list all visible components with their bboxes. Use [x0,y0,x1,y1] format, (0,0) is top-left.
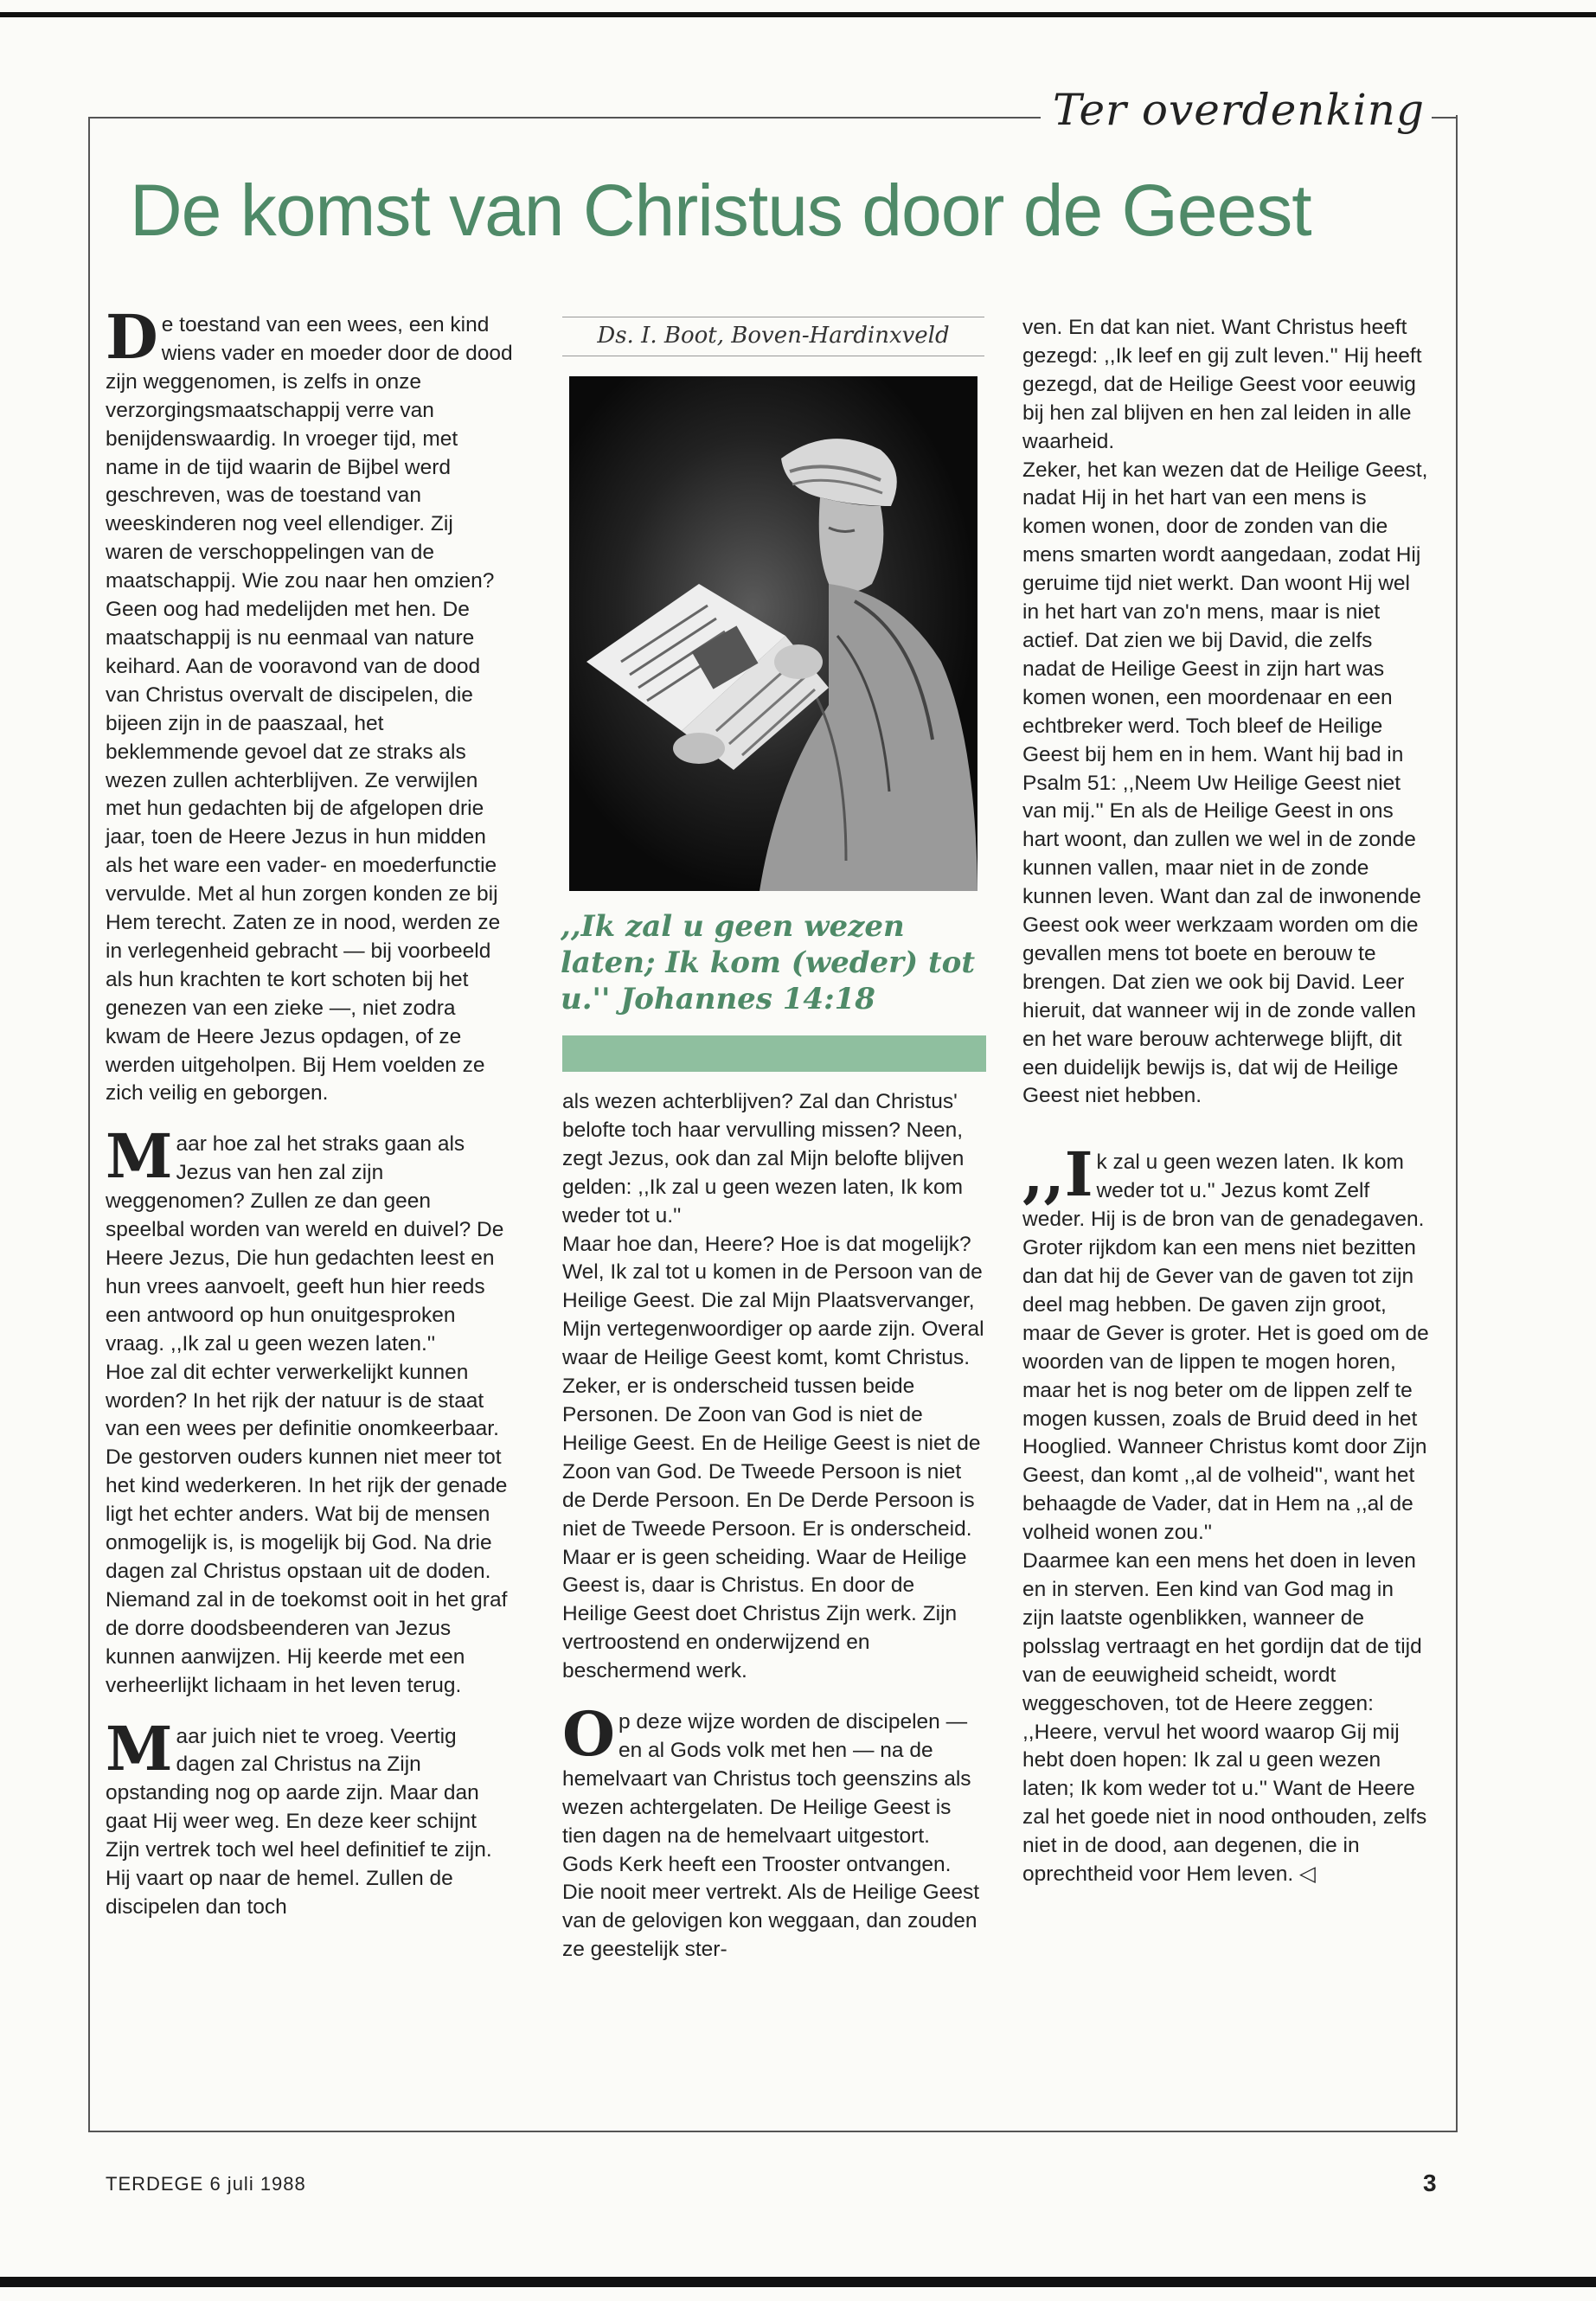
drop-cap: M [106,1712,173,1785]
paragraph: Zeker, het kan wezen dat de Heilige Geest, nadat Hij in het hart van een mens is komen wonen, door de zonden van die mens smarten wordt aangedaan, zodat Hij geruime tijd niet werkt. Dan woont Hij wel in het hart van zo'n mens, maar is niet actief. Dat zien we bij David, die zelfs nadat de Heilige Geest in zijn hart was komen wonen, een moordenaar en een echtbreker werd. Toch bleef de Heilige Geest bij hem en in hem. Want hij bad in Psalm 51: ,,Neem Uw Heilige Geest niet van mij.'' En als de Heilige Geest in ons hart woont, dan zullen we wel in de zonde kunnen vallen, maar niet in de zonde kunnen leven. Want dan zal de inwonende Geest ook weer werkzaam worden om die gevallen mens tot boete en berouw te brengen. Dat zien we ook bij David. Leer hieruit, dat wanneer wij in de zonde vallen en het ware berouw achterwege blijft, dit een duidelijk bewijs is, dat wij de Heilige Geest niet hebben. [1022,458,1428,1108]
illustration [569,376,977,891]
paragraph: Hoe zal dit echter verwerkelijkt kunnen worden? In het rijk der natuur is de staat van een wees per definitie onomkeerbaar. De gestorven ouders kunnen niet meer tot het kind wederkeren. In het rijk der genade ligt het echter anders. Wat bij de mensen onmogelijk is, is mogelijk bij God. Na drie dagen zal Christus opstaan uit de doden. Niemand zal in de toekomst ooit in het graf de dorre doodsbeenderen van Jezus kunnen aanwijzen. Hij keerde met een verheerlijkt lichaam in het leven terug. [106,1360,508,1697]
text-column-2 [562,1088,984,1965]
drop-cap: ,,I [1022,1138,1093,1211]
paragraph: Maar hoe dan, Heere? Hoe is dat mogelijk? Wel, Ik zal tot u komen in de Persoon van de Heilige Geest. Die zal Mijn Plaatsvervanger, Mijn vertegenwoordiger op aarde zijn. Overal waar de Heilige Geest komt, komt Christus. Zeker, er is onderscheid tussen beide Personen. De Zoon van God is niet de Heilige Geest. En de Heilige Geest is niet de Zoon van God. De Tweede Persoon is niet de Derde Persoon. En De Derde Persoon is niet de Tweede Persoon. Er is onderscheid. Maar er is geen scheiding. Waar de Heilige Geest is, daar is Christus. En door de Heilige Geest doet Christus Zijn werk. Zijn vertroostend en onderwijzend en beschermend werk. [562,1232,984,1683]
section-label: Ter overdenking [1041,85,1432,135]
paragraph: Op deze wijze worden de discipelen — en al Gods volk met hen — na de hemelvaart van Christus toch geenszins als wezen achtergelaten. De Heilige Geest is tien dagen na de hemelvaart uitgestort. Gods Kerk heeft een Trooster ontvangen. Die nooit meer vertrekt. Als de Heilige Geest van de gelovigen kon weggaan, dan zouden ze geestelijk ster- [562,1698,980,1962]
text-column-3 [1022,314,1431,1889]
pull-quote: ,,Ik zal u geen wezen laten; Ik kom (weder) tot u.'' Johannes 14:18 [561,909,976,1016]
magazine-issue: TERDEGE 6 juli 1988 [106,2173,306,2195]
article-title: De komst van Christus door de Geest [130,170,1311,251]
frame-corner-tick [1456,115,1458,150]
accent-band [562,1035,986,1072]
drop-cap: O [562,1698,615,1771]
paragraph: Maar hoe zal het straks gaan als Jezus van hen zal zijn weggenomen? Zullen ze dan geen speelbal worden van wereld en duivel? De Heere Jezus, Die hun gedachten leest en hun vrees aanvoelt, geeft hun hier reeds een antwoord op hun onuitgesproken vraag. ,,Ik zal u geen wezen laten.'' [106,1120,504,1356]
reading-figure-illustration [569,376,977,891]
drop-cap: M [106,1120,173,1193]
author-byline: Ds. I. Boot, Boven-Hardinxveld [562,317,984,356]
paragraph: Maar juich niet te vroeg. Veertig dagen zal Christus na Zijn opstanding nog op aarde zijn. Maar dan gaat Hij weer weg. En deze keer schijnt Zijn vertrek toch wel heel definitief te zijn. Hij vaart op naar de hemel. Zullen de discipelen dan toch [106,1712,492,1919]
text-column-1 [106,301,514,1922]
paragraph: ,,I k zal u geen wezen laten. Ik kom weder tot u.'' Jezus komt Zelf weder. Hij is de bron van de genadegaven. Groter rijkdom kan een mens niet bezitten dan dat hij de Gever van de gaven tot zijn deel mag hebben. De gaven zijn groot, maar de Gever is groter. Het is goed om de woorden van de lippen te mogen horen, maar het is nog beter om de lippen zelf te mogen kussen, zoals de Bruid deed in het Hooglied. Wanneer Christus komt door Zijn Geest, dan komt ,,al de volheid'', want het behaagde de Vader, dat in Hem na ,,al de volheid wonen zou.'' [1022,1138,1429,1545]
paragraph: De toestand van een wees, een kind wiens vader en moeder door de dood zijn weggenomen, is zelfs in onze verzorgingsmaatschappij verre van benijdenswaardig. In vroeger tijd, met name in de tijd waarin de Bijbel werd geschreven, was de toestand van weeskinderen nog veel ellendiger. Zij waren de verschoppelingen van de maatschappij. Wie zou naar hen omzien? Geen oog had medelijden met hen. De maatschappij is nu eenmaal van nature keihard. Aan de vooravond van de dood van Christus overvalt de discipelen, die bijeen zijn in de paaszaal, het beklemmende gevoel dat ze straks als wezen zullen achterblijven. Ze verwijlen met hun gedachten bij de afgelopen drie jaar, toen de Heere Jezus in hun midden als het ware een vader- en moederfunctie vervulde. Met al hun zorgen konden ze bij Hem terecht. Zaten ze in nood, werden ze in verlegenheid gebracht — bij voorbeeld als hun krachten te kort schoten bij het genezen van een zieke —, niet zodra kwam de Heere Jezus opdagen, of ze werden uitgeholpen. Bij Hem voelden ze zich veilig en geborgen. [106,301,513,1106]
drop-cap: D [106,301,158,373]
page-number: 3 [1423,2170,1437,2196]
paragraph: als wezen achterblijven? Zal dan Christus' belofte toch haar vervulling missen? Neen, zegt Jezus, ook dan zal Mijn belofte blijven gelden: ,,Ik zal u geen wezen laten, Ik kom weder tot u.'' [562,1090,965,1227]
top-rule [0,12,1596,17]
paragraph: Daarmee kan een mens het doen in leven en in sterven. Een kind van God mag in zijn laatste ogenblikken, wanneer de polsslag vertraagt en het gordijn dat de tijd van de eeuwigheid scheidt, wordt weggeschoven, tot de Heere zeggen: ,,Heere, vervul het woord waarop Gij mij hebt doen hopen: Ik zal u geen wezen laten; Ik kom weder tot u.'' Want de Heere zal het goede niet in nood onthouden, zelfs niet in de dood, aan degenen, die in oprechtheid voor Hem leven. ◁ [1022,1549,1427,1887]
paragraph: ven. En dat kan niet. Want Christus heeft gezegd: ,,Ik leef en gij zult leven.'' Hij heeft gezegd, dat de Heilige Geest voor eeuwig bij hen zal blijven en hen zal leiden in alle waarheid. [1022,316,1422,453]
bottom-rule [0,2277,1596,2287]
